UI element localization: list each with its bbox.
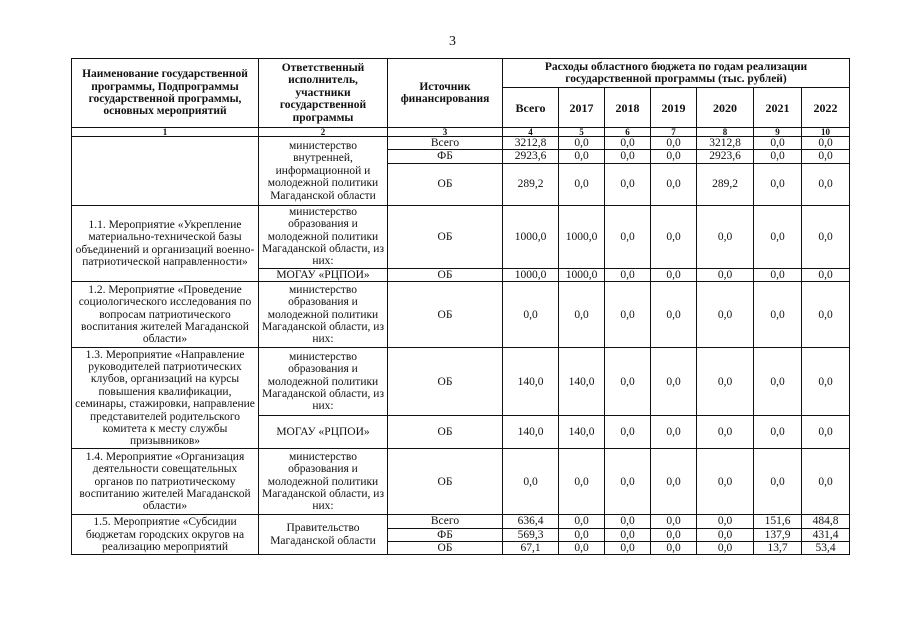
value-cell: 0,0 bbox=[651, 515, 697, 528]
value-cell: 0,0 bbox=[802, 163, 850, 205]
value-cell: 0,0 bbox=[754, 449, 802, 515]
activity-name-1-2: 1.2. Мероприятие «Проведение социологического исследования по вопросам патриотического воспитания жителей Магаданской области» bbox=[72, 282, 259, 348]
header-year-2021: 2021 bbox=[754, 88, 802, 128]
value-cell: 0,0 bbox=[605, 515, 651, 528]
value-cell: 0,0 bbox=[605, 205, 651, 268]
value-cell: 0,0 bbox=[651, 163, 697, 205]
column-number: 7 bbox=[651, 128, 697, 137]
column-number: 9 bbox=[754, 128, 802, 137]
table-row bbox=[72, 348, 850, 416]
value-cell: 0,0 bbox=[605, 150, 651, 163]
value-cell: 0,0 bbox=[605, 282, 651, 348]
source-cell: ОБ bbox=[388, 416, 503, 449]
value-cell: 0,0 bbox=[697, 515, 754, 528]
source-cell: ФБ bbox=[388, 150, 503, 163]
value-cell: 0,0 bbox=[651, 205, 697, 268]
source-cell: ОБ bbox=[388, 348, 503, 416]
value-cell: 0,0 bbox=[754, 205, 802, 268]
value-cell: 484,8 bbox=[802, 515, 850, 528]
value-cell: 0,0 bbox=[651, 137, 697, 150]
value-cell: 0,0 bbox=[605, 449, 651, 515]
value-cell: 2923,6 bbox=[503, 150, 559, 163]
column-number: 5 bbox=[559, 128, 605, 137]
value-cell: 140,0 bbox=[559, 348, 605, 416]
value-cell: 0,0 bbox=[697, 528, 754, 541]
program-name-cell bbox=[72, 137, 259, 206]
header-expenses: Расходы областного бюджета по годам реализации государственной программы (тыс. рублей) bbox=[503, 59, 850, 88]
value-cell: 67,1 bbox=[503, 542, 559, 555]
value-cell: 0,0 bbox=[605, 163, 651, 205]
value-cell: 0,0 bbox=[802, 268, 850, 281]
value-cell: 0,0 bbox=[802, 282, 850, 348]
activity-name-1-1: 1.1. Мероприятие «Укрепление материально-технической базы объединений и организаций военно-патриотической направленности» bbox=[72, 205, 259, 281]
header-name: Наименование государственной программы, Подпрограммы государственной программы, основных мероприятий bbox=[72, 59, 259, 128]
value-cell: 0,0 bbox=[697, 205, 754, 268]
value-cell: 13,7 bbox=[754, 542, 802, 555]
value-cell: 0,0 bbox=[559, 515, 605, 528]
table-row bbox=[72, 205, 850, 268]
header-year-2020: 2020 bbox=[697, 88, 754, 128]
column-number: 3 bbox=[388, 128, 503, 137]
table-row bbox=[72, 137, 850, 150]
value-cell: 0,0 bbox=[605, 528, 651, 541]
value-cell: 0,0 bbox=[559, 150, 605, 163]
column-number: 8 bbox=[697, 128, 754, 137]
value-cell: 0,0 bbox=[754, 137, 802, 150]
value-cell: 0,0 bbox=[651, 348, 697, 416]
activity-name-1-4: 1.4. Мероприятие «Организация деятельности совещательных органов по патриотическому воспитанию жителей Магаданской области» bbox=[72, 449, 259, 515]
header-year-2018: 2018 bbox=[605, 88, 651, 128]
source-cell: ОБ bbox=[388, 163, 503, 205]
header-year-2022: 2022 bbox=[802, 88, 850, 128]
value-cell: 569,3 bbox=[503, 528, 559, 541]
value-cell: 0,0 bbox=[802, 137, 850, 150]
executor-cell: Правительство Магаданской области bbox=[259, 515, 388, 555]
value-cell: 0,0 bbox=[559, 449, 605, 515]
activity-name-1-3: 1.3. Мероприятие «Направление руководителей патриотических клубов, организаций на курсы повышения квалификации, семинары, стажировки, направление представителей родительского комитета к месту службы призывников» bbox=[72, 348, 259, 449]
value-cell: 0,0 bbox=[559, 528, 605, 541]
value-cell: 1000,0 bbox=[503, 205, 559, 268]
source-cell: ОБ bbox=[388, 282, 503, 348]
executor-cell: министерство образования и молодежной политики Магаданской области, из них: bbox=[259, 282, 388, 348]
value-cell: 431,4 bbox=[802, 528, 850, 541]
value-cell: 0,0 bbox=[802, 150, 850, 163]
value-cell: 0,0 bbox=[802, 205, 850, 268]
executor-cell: МОГАУ «РЦПОИ» bbox=[259, 268, 388, 281]
value-cell: 0,0 bbox=[605, 542, 651, 555]
value-cell: 0,0 bbox=[697, 348, 754, 416]
value-cell: 0,0 bbox=[651, 542, 697, 555]
value-cell: 140,0 bbox=[503, 348, 559, 416]
value-cell: 0,0 bbox=[559, 282, 605, 348]
value-cell: 0,0 bbox=[754, 282, 802, 348]
value-cell: 0,0 bbox=[605, 416, 651, 449]
header-row bbox=[72, 59, 850, 88]
column-number: 2 bbox=[259, 128, 388, 137]
value-cell: 140,0 bbox=[503, 416, 559, 449]
value-cell: 0,0 bbox=[651, 528, 697, 541]
value-cell: 0,0 bbox=[605, 137, 651, 150]
value-cell: 0,0 bbox=[651, 449, 697, 515]
page-number: 3 bbox=[449, 34, 456, 49]
value-cell: 0,0 bbox=[651, 150, 697, 163]
value-cell: 140,0 bbox=[559, 416, 605, 449]
value-cell: 289,2 bbox=[697, 163, 754, 205]
value-cell: 0,0 bbox=[605, 348, 651, 416]
header-year-2019: 2019 bbox=[651, 88, 697, 128]
value-cell: 0,0 bbox=[802, 416, 850, 449]
source-cell: Всего bbox=[388, 137, 503, 150]
value-cell: 0,0 bbox=[754, 268, 802, 281]
executor-cell: министерство внутренней, информационной и молодежной политики Магаданской области bbox=[259, 137, 388, 206]
executor-cell: МОГАУ «РЦПОИ» bbox=[259, 416, 388, 449]
value-cell: 137,9 bbox=[754, 528, 802, 541]
value-cell: 1000,0 bbox=[559, 205, 605, 268]
value-cell: 0,0 bbox=[651, 282, 697, 348]
source-cell: ОБ bbox=[388, 449, 503, 515]
value-cell: 151,6 bbox=[754, 515, 802, 528]
value-cell: 0,0 bbox=[802, 449, 850, 515]
header-executor: Ответственный исполнитель, участники государственной программы bbox=[259, 59, 388, 128]
value-cell: 0,0 bbox=[651, 416, 697, 449]
value-cell: 0,0 bbox=[605, 268, 651, 281]
value-cell: 0,0 bbox=[697, 542, 754, 555]
value-cell: 0,0 bbox=[559, 163, 605, 205]
executor-cell: министерство образования и молодежной политики Магаданской области, из них: bbox=[259, 348, 388, 416]
value-cell: 1000,0 bbox=[503, 268, 559, 281]
value-cell: 0,0 bbox=[559, 137, 605, 150]
value-cell: 0,0 bbox=[503, 282, 559, 348]
column-number-row bbox=[72, 128, 850, 137]
value-cell: 3212,8 bbox=[697, 137, 754, 150]
value-cell: 0,0 bbox=[559, 542, 605, 555]
executor-cell: министерство образования и молодежной политики Магаданской области, из них: bbox=[259, 205, 388, 268]
source-cell: ОБ bbox=[388, 205, 503, 268]
table-row bbox=[72, 449, 850, 515]
column-number: 4 bbox=[503, 128, 559, 137]
value-cell: 53,4 bbox=[802, 542, 850, 555]
budget-table bbox=[71, 58, 850, 555]
value-cell: 0,0 bbox=[754, 163, 802, 205]
value-cell: 0,0 bbox=[697, 449, 754, 515]
source-cell: Всего bbox=[388, 515, 503, 528]
table-row bbox=[72, 515, 850, 528]
value-cell: 636,4 bbox=[503, 515, 559, 528]
activity-name-1-5: 1.5. Мероприятие «Субсидии бюджетам городских округов на реализацию мероприятий bbox=[72, 515, 259, 555]
source-cell: ОБ bbox=[388, 542, 503, 555]
value-cell: 2923,6 bbox=[697, 150, 754, 163]
value-cell: 0,0 bbox=[802, 348, 850, 416]
value-cell: 0,0 bbox=[754, 348, 802, 416]
value-cell: 0,0 bbox=[651, 268, 697, 281]
source-cell: ФБ bbox=[388, 528, 503, 541]
value-cell: 0,0 bbox=[697, 268, 754, 281]
value-cell: 0,0 bbox=[697, 416, 754, 449]
table-row bbox=[72, 282, 850, 348]
column-number: 1 bbox=[72, 128, 259, 137]
header-year-2017: 2017 bbox=[559, 88, 605, 128]
header-year-total: Всего bbox=[503, 88, 559, 128]
header-source: Источник финансирования bbox=[388, 59, 503, 128]
value-cell: 0,0 bbox=[697, 282, 754, 348]
source-cell: ОБ bbox=[388, 268, 503, 281]
value-cell: 1000,0 bbox=[559, 268, 605, 281]
value-cell: 3212,8 bbox=[503, 137, 559, 150]
value-cell: 289,2 bbox=[503, 163, 559, 205]
executor-cell: министерство образования и молодежной политики Магаданской области, из них: bbox=[259, 449, 388, 515]
value-cell: 0,0 bbox=[503, 449, 559, 515]
value-cell: 0,0 bbox=[754, 150, 802, 163]
column-number: 6 bbox=[605, 128, 651, 137]
column-number: 10 bbox=[802, 128, 850, 137]
value-cell: 0,0 bbox=[754, 416, 802, 449]
